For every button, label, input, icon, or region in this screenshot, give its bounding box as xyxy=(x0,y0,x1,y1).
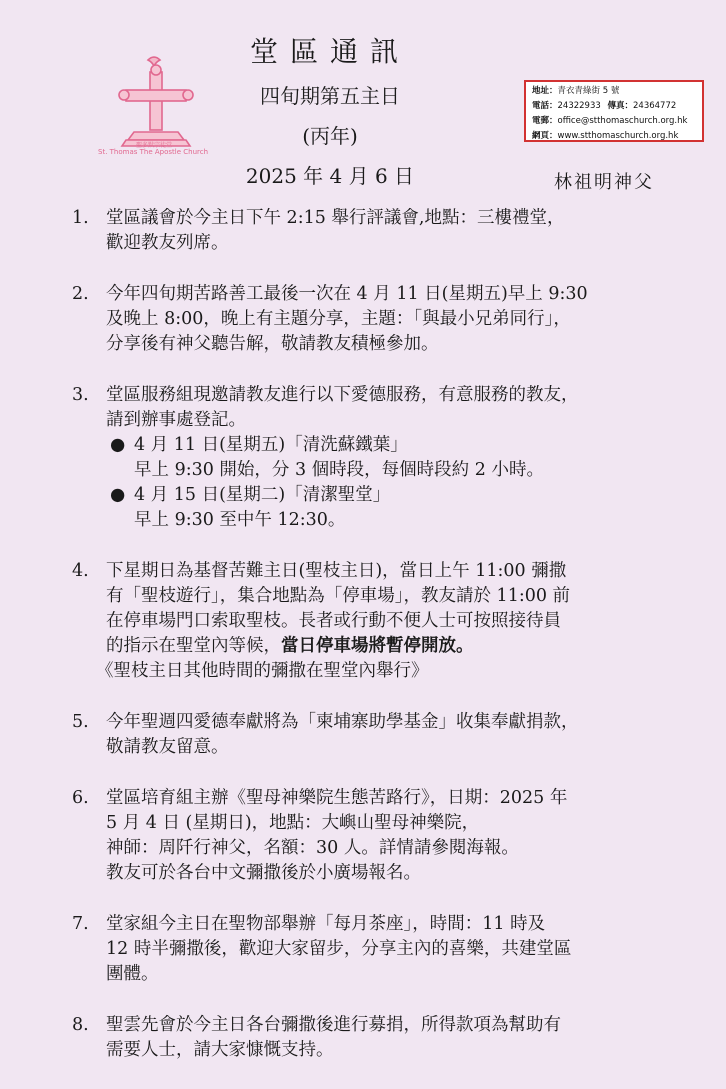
item-line: 需要人士，請大家慷慨支持。 xyxy=(106,1040,334,1060)
item-line: 堂區服務組現邀請教友進行以下愛德服務，有意服務的教友， xyxy=(106,385,579,405)
item-line: 堂家組今主日在聖物部舉辦「每月茶座」，時間：11 時及 xyxy=(106,914,546,934)
priest-name: 林祖明神父 xyxy=(554,172,654,193)
announcement-item xyxy=(72,912,682,987)
bullet-detail: 早上 9:30 開始，分 3 個時段，每個時段約 2 小時。 xyxy=(134,460,544,480)
bullet-head: 4 月 11 日(星期五)「清洗蘇鐵葉」 xyxy=(134,435,408,455)
bullet-item xyxy=(106,483,682,533)
announcement-item xyxy=(72,786,682,886)
item-line: 歡迎教友列席。 xyxy=(106,233,229,253)
item-line: 堂區培育組主辦《聖母神樂院生態苦路行》，日期：2025 年 xyxy=(106,788,568,808)
page-title: 堂區通訊 xyxy=(249,35,410,68)
contact-website[interactable]: 網頁：www.stthomaschurch.org.hk xyxy=(532,131,679,141)
item-number: 7. xyxy=(72,914,89,934)
item-line: 有「聖枝遊行」，集合地點為「停車場」，教友請於 11:00 前 xyxy=(106,586,571,606)
contact-address: 地址：青衣青綠街 5 號 xyxy=(532,86,620,96)
logo-text-cn: 聖多默宗徒堂 xyxy=(136,142,173,149)
item-line: 及晚上 8:00，晚上有主題分享，主題：「與最小兄弟同行」， xyxy=(106,309,571,329)
liturgical-week: 四旬期第五主日 xyxy=(260,84,400,108)
item-line: 的指示在聖堂內等候，當日停車場將暫停開放。 xyxy=(106,636,474,656)
parking-closure-notice: 當日停車場將暫停開放。 xyxy=(281,636,474,656)
contact-phone: 電話：24322933 傳真：24364772 xyxy=(532,101,677,111)
item-line: 敬請教友留意。 xyxy=(106,737,229,757)
item-line: 分享後有神父聽告解，敬請教友積極參加。 xyxy=(106,334,439,354)
item-body xyxy=(106,912,682,987)
item-line: 5 月 4 日 (星期日)，地點：大嶼山聖母神樂院， xyxy=(106,813,480,833)
item-line: 團體。 xyxy=(106,964,159,984)
item-body xyxy=(96,559,682,684)
contact-email[interactable]: 電郵：office@stthomaschurch.org.hk xyxy=(532,116,688,126)
item-body xyxy=(106,282,682,357)
item-line: 聖雲先會於今主日各台彌撒後進行募捐，所得款項為幫助有 xyxy=(106,1015,561,1035)
bullet-item xyxy=(106,433,682,483)
announcement-item xyxy=(72,710,682,760)
item-number: 1. xyxy=(72,208,89,228)
item-body xyxy=(106,786,682,886)
item-line: 今年聖週四愛德奉獻將為「柬埔寨助學基金」收集奉獻捐款， xyxy=(106,712,579,732)
announcement-item xyxy=(72,206,682,256)
item-body xyxy=(106,710,682,760)
item-line: 下星期日為基督苦難主日(聖枝主日)，當日上午 11:00 彌撒 xyxy=(106,561,567,581)
item-number: 8. xyxy=(72,1015,89,1035)
item-line: 在停車場門口索取聖枝。長者或行動不便人士可按照接待員 xyxy=(106,611,561,631)
announcement-item xyxy=(72,1013,682,1063)
logo-text: St. Thomas The Apostle Church xyxy=(98,148,209,156)
bullet-head: 4 月 15 日(星期二)「清潔聖堂」 xyxy=(134,485,391,505)
bullet-detail: 早上 9:30 至中午 12:30。 xyxy=(134,510,346,530)
item-line: 堂區議會於今主日下午 2:15 舉行評議會,地點：三樓禮堂， xyxy=(106,208,565,228)
item-number: 6. xyxy=(72,788,89,808)
announcement-list xyxy=(72,206,682,1089)
liturgical-year: (丙年) xyxy=(302,124,358,148)
bullet-icon: ● xyxy=(110,435,126,455)
item-line: 12 時半彌撒後，歡迎大家留步，分享主內的喜樂，共建堂區 xyxy=(106,939,572,959)
announcement-item xyxy=(72,383,682,533)
bullet-icon: ● xyxy=(110,485,126,505)
item-line: 今年四旬期苦路善工最後一次在 4 月 11 日(星期五)早上 9:30 xyxy=(106,284,588,304)
contact-box xyxy=(524,80,704,142)
item-line: 教友可於各台中文彌撒後於小廣場報名。 xyxy=(106,863,421,883)
item-line: 神師：周阡行神父，名額：30 人。詳情請參閱海報。 xyxy=(106,838,519,858)
item-note: 《聖枝主日其他時間的彌撒在聖堂內舉行》 xyxy=(96,661,429,681)
item-number: 5. xyxy=(72,712,89,732)
church-logo xyxy=(96,52,216,162)
announcement-item xyxy=(72,559,682,684)
item-body xyxy=(106,383,682,533)
item-number: 4. xyxy=(72,561,89,581)
item-number: 2. xyxy=(72,284,89,304)
item-number: 3. xyxy=(72,385,89,405)
announcement-item xyxy=(72,282,682,357)
newsletter-date: 2025 年 4 月 6 日 xyxy=(245,164,415,188)
item-body xyxy=(106,1013,682,1063)
item-line: 請到辦事處登記。 xyxy=(106,410,246,430)
item-body xyxy=(106,206,682,256)
